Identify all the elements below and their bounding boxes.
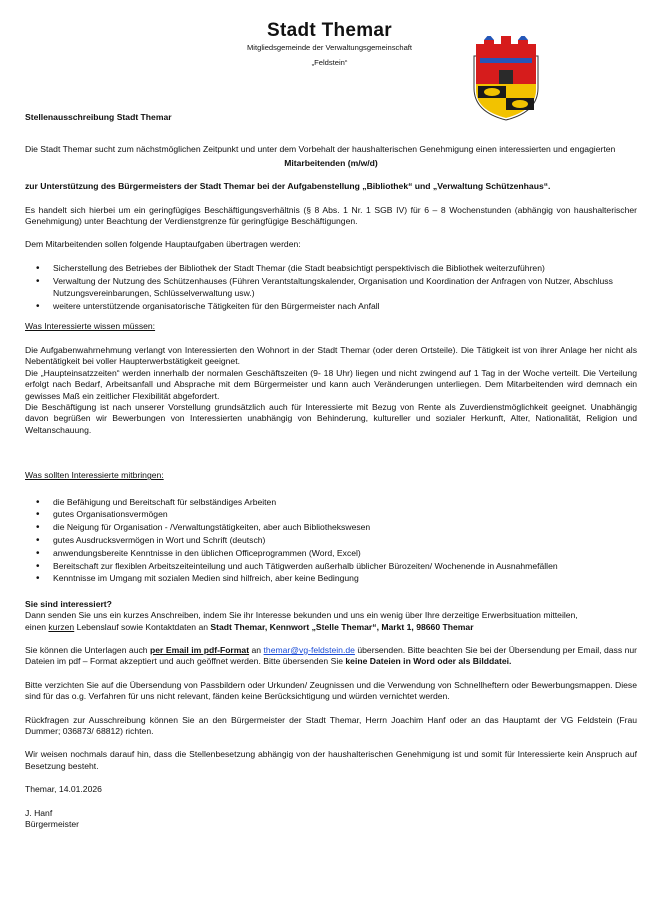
note-paragraph: Wir weisen nochmals darauf hin, dass die Stellenbesetzung abhängig von der haushalterischen Genehmigung ist und somit für Interessierte kein Anspruch auf Besetzung besteht.	[25, 749, 637, 771]
document-heading: Stellenausschreibung Stadt Themar	[25, 112, 172, 122]
know-paragraph: Die Beschäftigung ist nach unserer Vorstellung grundsätzlich auch für Interessierte mit Bezug von Rente als Zuverdienstmöglichkeit geeignet. Unabhängig davon begrüßen wir Bewerbungen von Interessierten unabhängig von Behinderung, kultureller und sozialer Herkunft, Alter, Nationalität, Religion und Weltanschauung.	[25, 401, 637, 435]
text-fragment: an	[249, 644, 264, 655]
questions-paragraph: Rückfragen zur Ausschreibung können Sie an den Bürgermeister der Stadt Themar, Herrn Joachim Hanf oder an das Hauptamt der VG Feldstein (Frau Dummer; 036873/ 68812) richten.	[25, 714, 637, 736]
text-fragment-underlined: kurzen	[48, 621, 75, 632]
date-line: Themar, 14.01.2026	[25, 784, 102, 795]
city-title: Stadt Themar	[266, 20, 392, 41]
email-format-note: per Email im pdf-Format	[150, 644, 250, 655]
list-item: • Bereitschaft zur flexiblen Arbeitszeiteinteilung und auch Tätigwerden außerhalb üblicher Bürozeiten/ Wochenende in Ausnahmefällen	[53, 561, 637, 572]
list-item: • weitere unterstützende organisatorische Tätigkeiten für den Bürgermeister nach Anfall	[53, 301, 637, 312]
interest-text: Dann senden Sie uns ein kurzes Anschreiben, indem Sie ihr Interesse bekunden und uns ein wenig über Ihre derzeitige Erwerbsituation mitteilen,	[25, 610, 578, 621]
employment-text: Es handelt sich hierbei um ein geringfügiges Beschäftigungsverhältnis (§ 8 Abs. 1 Nr. 1 SGB IV) für 6 – 8 Wochenstunden (abhängig von haushalterischer Genehmigung) unter Beachtung der Verdienstgrenze für geringfügige Beschäftigungen.	[25, 204, 637, 227]
list-item: • gutes Organisationsvermögen	[53, 509, 637, 520]
section-heading-know: Was Interessierte wissen müssen:	[25, 321, 156, 332]
list-item: • gutes Ausdrucksvermögen in Wort und Schrift (deutsch)	[53, 535, 637, 546]
requirements-list	[25, 497, 637, 585]
tasks-list	[25, 263, 637, 313]
intro-text: Die Stadt Themar sucht zum nächstmöglichen Zeitpunkt und unter dem Vorbehalt der haushalterischen Genehmigung einen interessierten und engagierten	[25, 144, 616, 155]
tasks-intro: Dem Mitarbeitenden sollen folgende Hauptaufgaben übertragen werden:	[25, 239, 301, 250]
text-fragment: übersenden. Bitte beachten Sie bei der Übersendung per Email, dass nur Dateien im pdf – Format akzeptiert und auch geöffnet werden. Bitte übersenden Sie	[25, 644, 638, 667]
list-item: • die Neigung für Organisation - /Verwaltungstätigkeiten, aber auch Bibliothekswesen	[53, 522, 637, 533]
list-item: • anwendungsbereite Kenntnisse in den üblichen Officeprogrammen (Word, Excel)	[53, 548, 637, 559]
file-format-warning: keine Dateien in Word oder als Bilddatei.	[345, 656, 512, 667]
section-heading-bring: Was sollten Interessierte mitbringen:	[25, 470, 164, 481]
position-title: Mitarbeitenden (m/w/d)	[284, 157, 378, 168]
text-fragment: Lebenslauf sowie Kontaktdaten an	[74, 621, 211, 632]
document-body	[25, 110, 637, 830]
text-fragment: Sie können die Unterlagen auch	[25, 644, 151, 655]
list-item: • Kenntnisse im Umgang mit sozialen Medien sind hilfreich, aber keine Bedingung	[53, 573, 637, 584]
interest-address-line	[25, 622, 637, 633]
text-fragment: einen	[25, 621, 49, 632]
letterhead-subtitle-name: „Feldstein“	[311, 58, 348, 67]
signature-role: Bürgermeister	[25, 819, 79, 829]
know-paragraph: Die Aufgabenwahrnehmung verlangt von Interessierten den Wohnort in der Stadt Themar (oder deren Ortsteile). Die Tätigkeit ist von ihrer Anlage her nicht als Nebentätigkeit bei voller Haupterwerbstätigkeit geeignet.	[25, 344, 637, 367]
letterhead-subtitle: Mitgliedsgemeinde der Verwaltungsgemeinschaft	[246, 43, 413, 52]
photos-paragraph: Bitte verzichten Sie auf die Übersendung von Passbildern oder Urkunden/ Zeugnissen und die Verwendung von Schnellheftern oder Bewerbungsmappen. Diese sind für das o.g. Verfahren für uns nicht relevant, fänden keine Berücksichtigung und würden vernichtet werden.	[25, 679, 637, 702]
know-paragraph: Die „Haupteinsatzzeiten“ werden innerhalb der normalen Geschäftszeiten (9- 18 Uhr) liegen und nicht zwingend auf 1 Tag in der Woche verteilt. Die Verteilung erfolgt nach Bedarf, Arbeitsanfall und Absprache mit dem Bürgermeister und kann auch Veränderungen unterliegen. Dem Mitarbeitenden wird demnach ein gewisses Maß ein zeitlicher Flexibilität abgefordert.	[25, 367, 637, 401]
interest-heading: Sie sind interessiert?	[25, 598, 112, 609]
email-link[interactable]: themar@vg-feldstein.de	[263, 644, 355, 655]
list-item: • die Befähigung und Bereitschaft für selbständiges Arbeiten	[53, 497, 637, 508]
email-paragraph	[25, 645, 637, 668]
postal-address: Stadt Themar, Kennwort „Stelle Themar“, Markt 1, 98660 Themar	[210, 621, 474, 632]
letterhead	[0, 20, 659, 69]
support-line: zur Unterstützung des Bürgermeisters der Stadt Themar bei der Aufgabenstellung „Bibliothek“ und „Verwaltung Schützenhaus“.	[25, 181, 551, 192]
list-item: • Verwaltung der Nutzung des Schützenhauses (Führen Verantstaltungskalender, Organisation und Koordination der Anfragen von Nutzer, Abschluss Nutzungsvereinbarungen, Schlüsselverwaltung usw.)	[53, 276, 637, 299]
signature-name: J. Hanf	[25, 807, 53, 818]
list-item: • Sicherstellung des Betriebes der Bibliothek der Stadt Themar (die Stadt beabsichtigt perspektivisch die Bibliothek weiterzuführen)	[53, 263, 637, 274]
